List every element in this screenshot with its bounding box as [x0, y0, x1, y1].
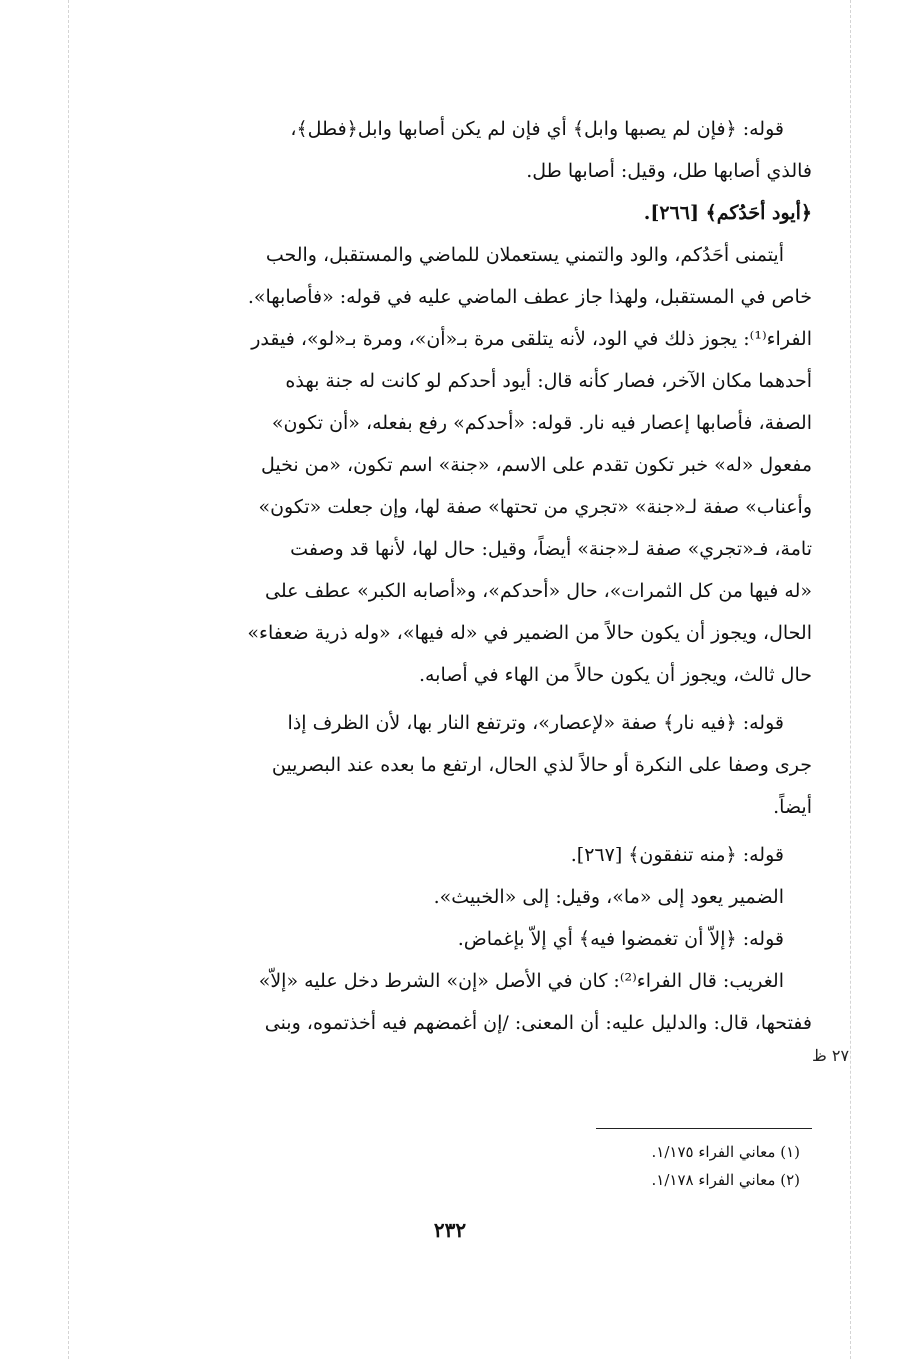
- manuscript-folio-note: ٢٧ ظ: [812, 1046, 850, 1065]
- text-line: «له فيها من كل الثمرات»، حال «أحدكم»، و«أصابه الكبر» عطف على: [265, 580, 812, 602]
- text-line: جرى وصفا على النكرة أو حالاً لذي الحال، ارتفع ما بعده عند البصريين: [271, 754, 812, 776]
- text-line: أيتمنى أحَدُكم، والود والتمني يستعملان للماضي والمستقبل، والحب: [265, 244, 784, 266]
- text-line: ففتحها، قال: والدليل عليه: أن المعنى: /إن أغمضهم فيه أخذتموه، وبنى: [264, 1012, 812, 1034]
- binding-guide-line: [68, 0, 69, 1359]
- text-line: قوله: ﴿منه تنفقون﴾ [٢٦٧].: [570, 844, 784, 866]
- text-line: الغريب: قال الفراء⁽²⁾: كان في الأصل «إن» الشرط دخل عليه «إلاّ»: [258, 970, 784, 992]
- footnote: (١) معاني الفراء ١/١٧٥.: [651, 1143, 800, 1161]
- text-line: قوله: ﴿فإن لم يصبها وابل﴾ أي فإن لم يكن أصابها وابل﴿فطل﴾،: [290, 118, 784, 140]
- text-line: قوله: ﴿فيه نار﴾ صفة «لإعصار»، وترتفع النار بها، لأن الظرف إذا: [287, 712, 784, 734]
- binding-guide-line: [850, 0, 851, 1359]
- footnotes: [500, 1138, 800, 1194]
- text-line: وأعناب» صفة لـ«جنة» «تجري من تحتها» صفة لها، وإن جعلت «تكون»: [258, 496, 812, 518]
- text-line: الضمير يعود إلى «ما»، وقيل: إلى «الخبيث».: [433, 886, 784, 908]
- text-line: الفراء⁽¹⁾: يجوز ذلك في الود، لأنه يتلقى مرة بـ«أن»، ومرة بـ«لو»، فيقدر: [251, 328, 812, 350]
- text-line: تامة، فـ«تجري» صفة لـ«جنة» أيضاً، وقيل: حال لها، لأنها قد وصفت: [290, 538, 812, 560]
- text-line: الحال، ويجوز أن يكون حالاً من الضمير في «له فيها»، «وله ذرية ضعفاء»: [247, 622, 812, 644]
- footnote-divider: [596, 1128, 812, 1129]
- text-line: أيضاً.: [773, 796, 812, 818]
- text-line: خاص في المستقبل، ولهذا جاز عطف الماضي عليه في قوله: «فأصابها».: [247, 286, 812, 308]
- text-line: مفعول «له» خبر تكون تقدم على الاسم، «جنة» اسم تكون، «من نخيل: [260, 454, 812, 476]
- text-line: فالذي أصابها طل، وقيل: أصابها طل.: [526, 160, 812, 182]
- verse-heading: ﴿أيود أحَدُكم﴾ [٢٦٦].: [643, 202, 812, 224]
- text-line: قوله: ﴿إلاّ أن تغمضوا فيه﴾ أي إلاّ بإغماض.: [457, 928, 784, 950]
- page-number: ٢٣٢: [433, 1218, 467, 1242]
- text-line: أحدهما مكان الآخر، فصار كأنه قال: أيود أحدكم لو كانت له جنة بهذه: [285, 370, 812, 392]
- main-text: [100, 108, 812, 1044]
- text-line: حال ثالث، ويجوز أن يكون حالاً من الهاء في أصابه.: [418, 664, 812, 686]
- text-line: الصفة، فأصابها إعصار فيه نار. قوله: «أحدكم» رفع بفعله، «أن تكون»: [271, 412, 812, 434]
- footnote: (٢) معاني الفراء ١/١٧٨.: [651, 1171, 800, 1189]
